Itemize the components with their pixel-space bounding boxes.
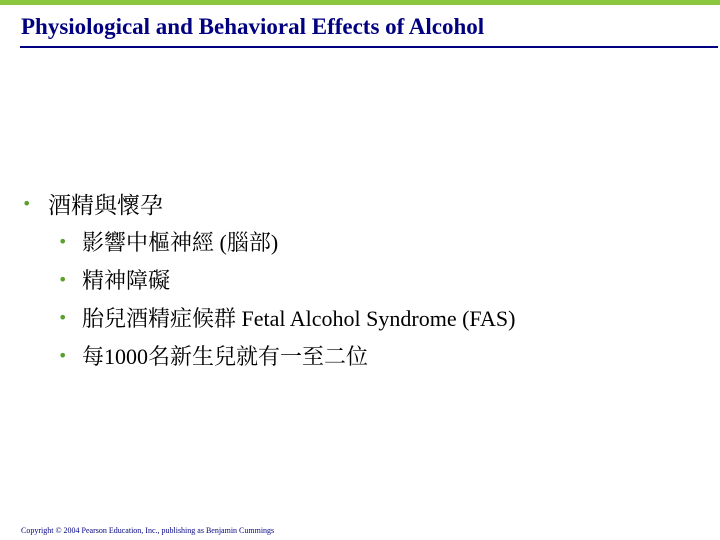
bullet-text: 影響中樞神經 (腦部) [82, 229, 279, 255]
bullet-item-incidence [22, 336, 515, 374]
title-underline [20, 46, 718, 48]
bullet-item-fas [22, 298, 515, 336]
bullet-item-mental-disorders [22, 260, 515, 298]
bullet-text: 酒精與懷孕 [48, 192, 163, 218]
bullet-dot-icon: • [22, 193, 32, 213]
copyright-footer: Copyright © 2004 Pearson Education, Inc., publishing as Benjamin Cummings [21, 526, 275, 535]
bullet-dot-icon: • [58, 231, 68, 251]
bullet-text: 每1000名新生兒就有一至二位 [82, 343, 369, 369]
bullet-item-alcohol-pregnancy [22, 184, 515, 222]
bullet-list [22, 184, 515, 374]
bullet-dot-icon: • [58, 269, 68, 289]
bullet-dot-icon: • [58, 307, 68, 327]
top-accent-bar [0, 0, 720, 5]
bullet-dot-icon: • [58, 345, 68, 365]
bullet-item-cns-effects [22, 222, 515, 260]
bullet-text: 胎兒酒精症候群 Fetal Alcohol Syndrome (FAS) [82, 305, 516, 331]
bullet-text: 精神障礙 [82, 267, 171, 293]
slide-title: Physiological and Behavioral Effects of Alcohol [21, 14, 485, 39]
